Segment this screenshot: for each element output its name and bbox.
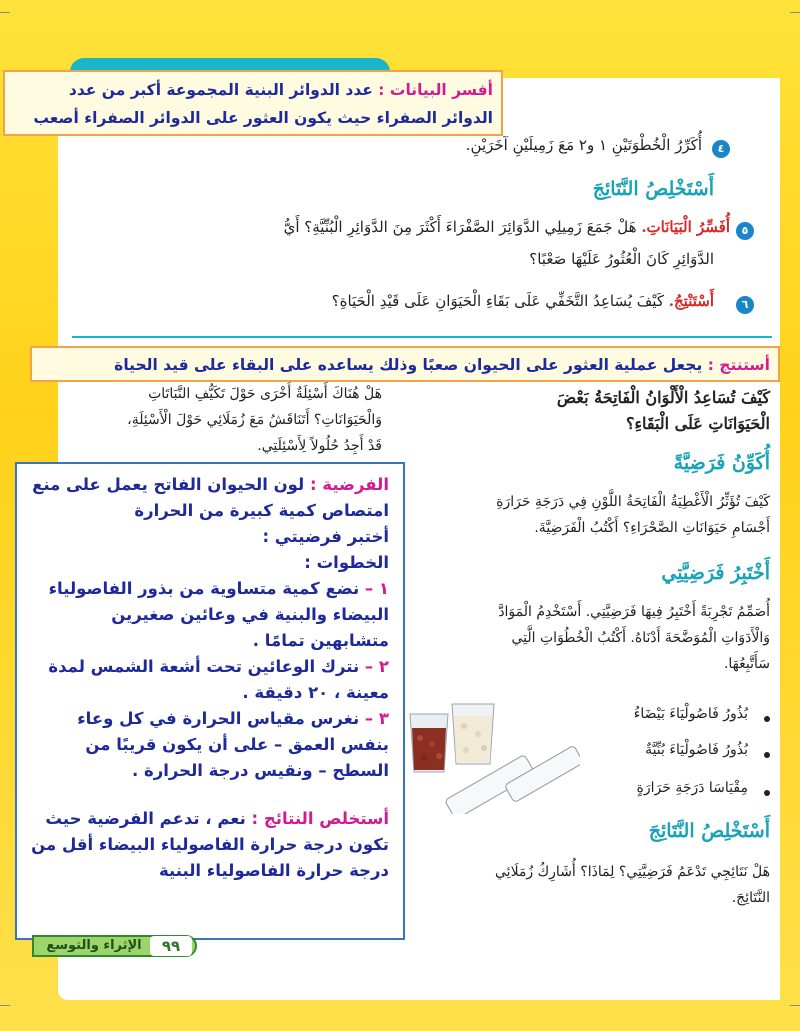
- conclusion-annotation: [30, 346, 780, 382]
- material-2: بُذُورُ فَاصُولْيَاءَ بُنِّيَّةٌ: [645, 742, 748, 758]
- item-6-text: كَيْفَ يُسَاعِدُ التَّخَفِّي عَلَى بَقَاءِ الْحَيَوَانِ عَلَى قَيْدِ الْحَيَاةِ؟: [331, 292, 664, 310]
- item-5-label: أُفَسِّرُ الْبَيَانَاتِ.: [641, 218, 730, 236]
- answer-results: [31, 806, 389, 884]
- test-heading: أَخْتَبِرُ فَرَضِيَّتِي: [661, 562, 770, 584]
- bullet-dot: [764, 716, 770, 722]
- conclude-label: أستنتج :: [707, 356, 770, 374]
- test-text-2: وَالْأَدَوَاتِ الْمُوَضَّحَةَ أَدْنَاهُ. أَكْتُبُ الْخُطُوَاتِ الَّتِي: [511, 630, 770, 646]
- item-5-line-1: [284, 218, 730, 236]
- page-number: ٩٩: [150, 936, 192, 956]
- materials-photo: [404, 694, 580, 814]
- right-question-line-1: كَيْفَ تُسَاعِدُ الْأَلْوَانُ الْفَاتِحَةُ بَعْضَ: [556, 388, 770, 407]
- spacer: [31, 784, 389, 806]
- conclude-text-2: النَّتَائِجَ.: [731, 890, 770, 906]
- material-1: بُذُورُ فَاصُولْيَاءَ بَيْضَاءُ: [633, 706, 748, 722]
- step-2-number: ٢ –: [364, 657, 389, 676]
- crop-mark: [0, 12, 10, 13]
- white-beans-cup-icon: [452, 704, 494, 764]
- hypothesis-text-1: كَيْفَ تُؤَثِّرُ الْأَغْطِيَةُ الْفَاتِحَةُ اللَّوْنِ فِي دَرَجَةِ حَرَارَةِ: [496, 494, 770, 510]
- interpret-text-1: عدد الدوائر البنية المجموعة أكبر من عدد: [68, 81, 373, 99]
- answer-step-2: [31, 654, 389, 706]
- item-6-line: [332, 292, 714, 310]
- brown-beans-cup-icon: [410, 714, 448, 772]
- bullet-dot: [764, 752, 770, 758]
- answer-step-1: [31, 576, 389, 654]
- item-4-text: أُكَرِّرُ الْخُطْوَتَيْنِ ١ و٢ مَعَ زَمِيلَيْنِ آخَرَيْنِ.: [465, 136, 702, 154]
- answer-box: [15, 462, 405, 940]
- left-column-line-1: هَلْ هُنَاكَ أَسْئِلَةٌ أُخْرَى حَوْلَ تَكَيُّفِ النَّبَاتَاتِ: [148, 386, 382, 402]
- left-column-line-2: وَالْحَيَوَانَاتِ؟ أَتَنَاقَشُ مَعَ زُمَلَائِي حَوْلَ الْأَسْئِلَةِ،: [127, 412, 382, 428]
- conclude-text: يجعل عملية العثور على الحيوان صعبًا وذلك يساعده على البقاء على قيد الحياة: [114, 356, 703, 374]
- conclude-text-1: هَلْ نَتَائِجِي تَدْعَمُ فَرَضِيَّتِي؟ لِمَاذَا؟ أُشَارِكُ زُمَلَائِي: [495, 864, 770, 880]
- answer-results-text: نعم ، تدعم الفرضية حيث تكون درجة حرارة الفاصولياء البيضاء أقل من درجة حرارة الفاصولياء البنية: [31, 809, 389, 880]
- step-3-number: ٣ –: [364, 709, 389, 728]
- item-5-text-1: هَلْ جَمَعَ زَمِيلِي الدَّوَائِرَ الصَّفْرَاءَ أَكْثَرَ مِنَ الدَّوَائِرِ الْبُنِّيَّةِ؟ أَيُّ: [283, 218, 637, 236]
- hypothesis-text-2: أَجْسَامِ حَيَوَانَاتِ الصَّحْرَاءِ؟ أَكْتُبُ الْفَرَضِيَّةَ.: [534, 520, 770, 536]
- crop-mark: [0, 1005, 10, 1006]
- answer-test-label: أختبر فرضيتي :: [262, 527, 389, 546]
- crop-mark: [790, 1005, 800, 1006]
- interpret-line-2: الدوائر الصفراء حيث يكون العثور على الدوائر الصفراء أصعب: [33, 109, 493, 127]
- answer-hypothesis-text: لون الحيوان الفاتح يعمل على منع امتصاص كمية كبيرة من الحرارة: [32, 475, 389, 520]
- item-5-number: ٥: [736, 222, 754, 240]
- step-1-number: ١ –: [364, 579, 389, 598]
- item-4-number: ٤: [712, 140, 730, 158]
- left-column-line-3: قَدْ أَجِدُ حُلُولاً لِأَسْئِلَتِي.: [257, 438, 382, 454]
- material-3: مِقْيَاسَا دَرَجَةِ حَرَارَةٍ: [636, 780, 748, 796]
- answer-hypothesis-label: الفرضية :: [309, 475, 389, 494]
- answer-steps-label: الخطوات :: [304, 553, 389, 572]
- interpret-data-annotation: [3, 70, 503, 136]
- answer-step-3: [31, 706, 389, 784]
- footer-section-label: الإثراء والتوسع: [46, 938, 142, 953]
- bullet-dot: [764, 790, 770, 796]
- step-1-text: نضع كمية متساوية من بذور الفاصولياء البيضاء والبنية في وعائين صغيرين متشابهين تمامًا .: [48, 579, 389, 650]
- crop-mark: [790, 12, 800, 13]
- answer-hypothesis: [31, 472, 389, 524]
- interpret-label: أفسر البيانات :: [378, 81, 493, 99]
- item-6-label: أَسْتَنْتِجُ.: [668, 292, 714, 310]
- item-5-line-2: الدَّوَائِرِ كَانَ الْعُثُورُ عَلَيْهَا صَعْبًا؟: [529, 250, 714, 268]
- interpret-line-1: [13, 76, 493, 104]
- section-divider: [72, 336, 772, 338]
- step-3-text: نغرس مقياس الحرارة في كل وعاء بنفس العمق – على أن يكون قريبًا من السطح – ونقيس درجة الحرارة .: [77, 709, 389, 780]
- right-question-line-2: الْحَيَوَانَاتِ عَلَى الْبَقَاءِ؟: [625, 414, 770, 433]
- test-text-3: سَأَتَّبِعُهَا.: [723, 656, 770, 672]
- item-6-number: ٦: [736, 296, 754, 314]
- step-2-text: نترك الوعائين تحت أشعة الشمس لمدة معينة ، ٢٠ دقيقة .: [48, 657, 389, 702]
- conclude-heading-right: أَسْتَخْلِصُ النَّتَائِجَ: [648, 820, 770, 842]
- hypothesis-heading: أُكَوِّنُ فَرَضِيَّةً: [673, 452, 770, 474]
- answer-results-label: أستخلص النتائج :: [251, 809, 389, 828]
- section-heading-conclude: أَسْتَخْلِصُ النَّتَائِجَ: [592, 178, 714, 200]
- test-text-1: أُصَمِّمُ تَجْرِبَةً أَخْتَبِرُ فِيهَا فَرَضِيَّتِي. أَسْتَخْدِمُ الْمَوَادَّ: [498, 604, 770, 620]
